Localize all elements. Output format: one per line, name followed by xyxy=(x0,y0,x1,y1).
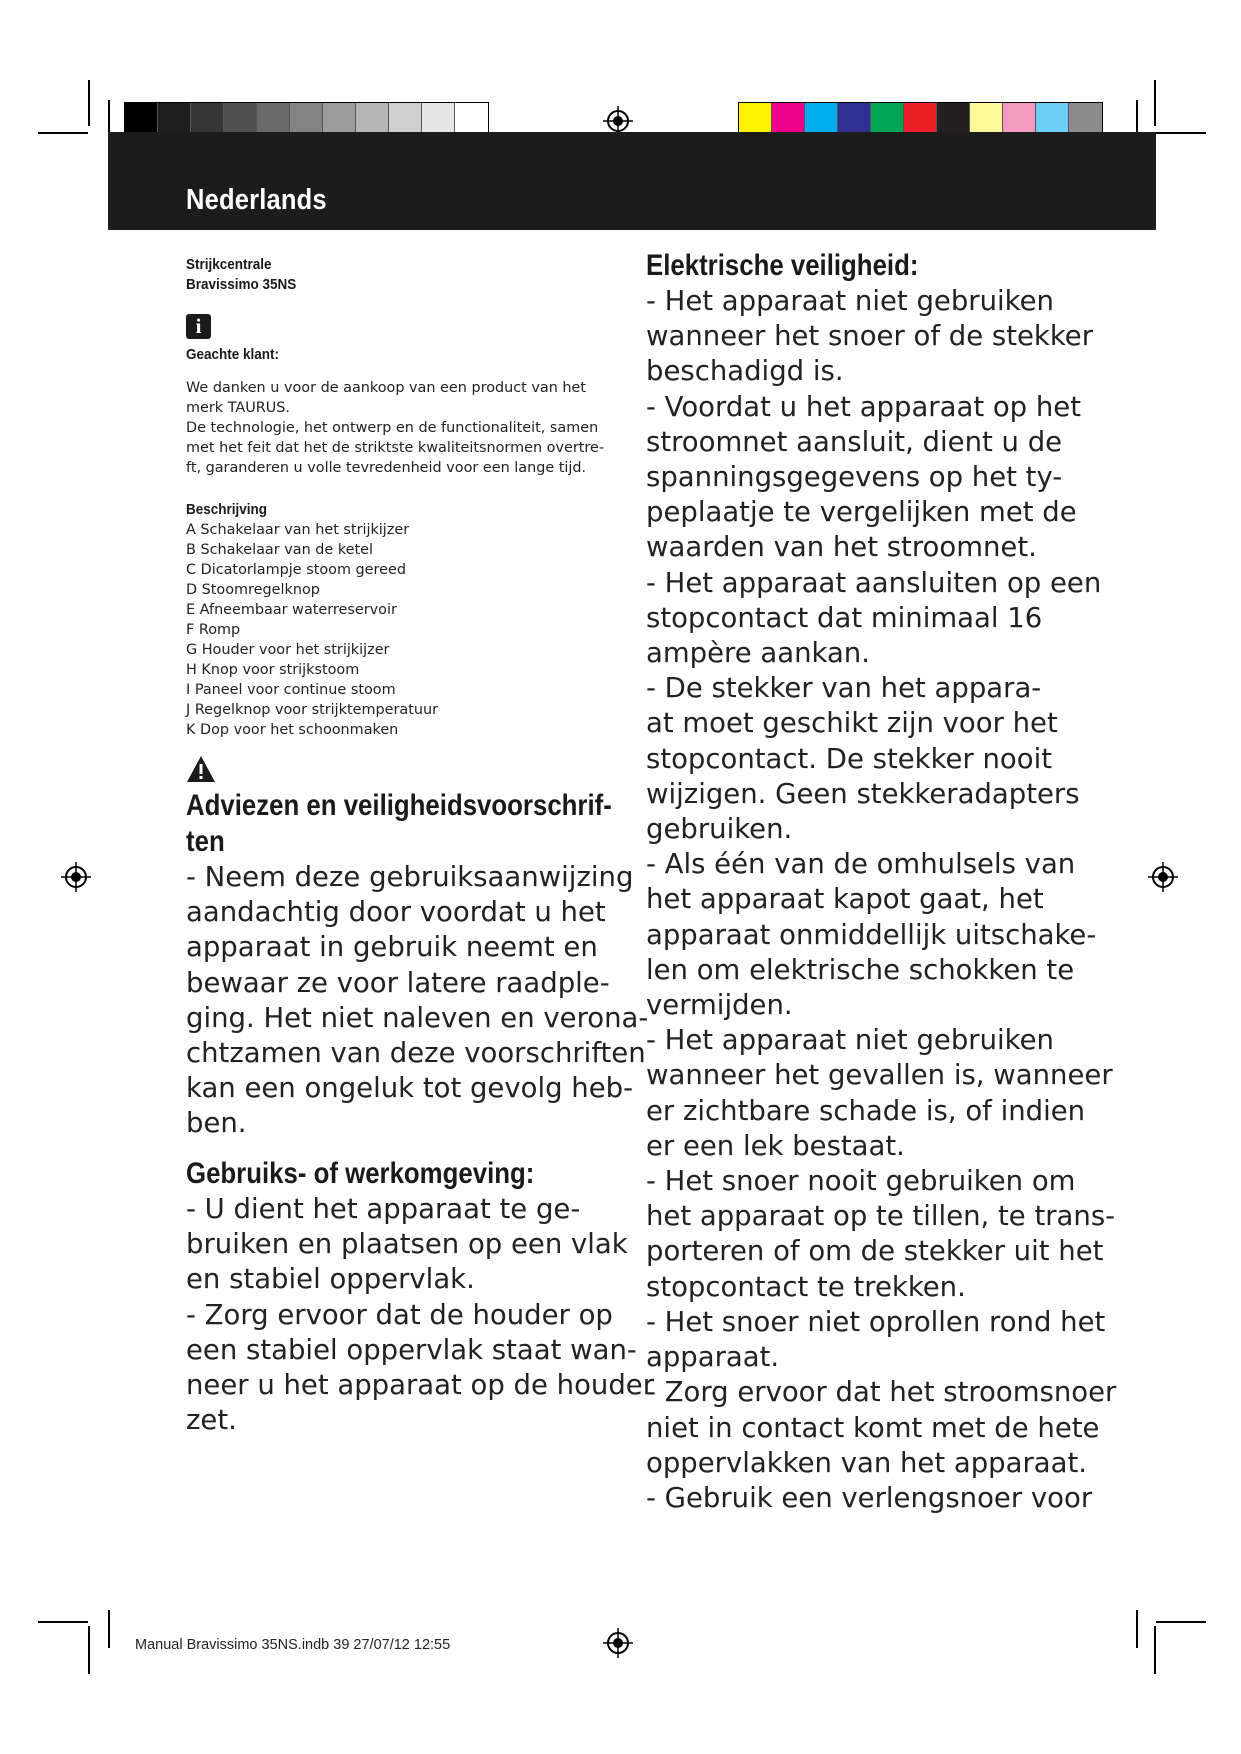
description-item: J Regelknop voor strijktemperatuur xyxy=(186,702,439,718)
description-item: A Schakelaar van het strijkijzer xyxy=(186,522,410,538)
intro-line: De technologie, het ontwerp en de functionaliteit, samen xyxy=(186,420,599,436)
description-block xyxy=(186,500,438,740)
text-line: apparaat. xyxy=(646,1341,780,1374)
safety-text xyxy=(186,860,681,1142)
description-item: B Schakelaar van de ketel xyxy=(186,542,373,558)
text-line: - Het snoer nooit gebruiken om xyxy=(646,1165,1076,1198)
text-line: at moet geschikt zijn voor het xyxy=(646,707,1058,740)
safety-section xyxy=(186,788,681,1142)
text-line: waarden van het stroomnet. xyxy=(646,531,1037,564)
text-line: aandachtig door voordat u het xyxy=(186,896,606,929)
text-line: kan een ongeluk tot gevolg heb- xyxy=(186,1072,634,1105)
description-title: Beschrijving xyxy=(186,501,268,518)
text-line: - Zorg ervoor dat het stroomsnoer xyxy=(646,1376,1117,1409)
text-line: stopcontact dat minimaal 16 xyxy=(646,601,1043,634)
description-item: G Houder voor het strijkijzer xyxy=(186,642,390,658)
text-line: gebruiken. xyxy=(646,813,793,846)
electrical-title: Elektrische veiligheid: xyxy=(646,249,919,282)
intro-line: met het feit dat het de striktste kwaliteitsnormen overtre- xyxy=(186,440,605,456)
text-line: - De stekker van het appara- xyxy=(646,672,1042,705)
text-line: het apparaat op te tillen, te trans- xyxy=(646,1200,1116,1233)
environment-text xyxy=(186,1192,654,1438)
crop-mark xyxy=(1154,80,1156,126)
text-line: apparaat onmiddellijk uitschake- xyxy=(646,918,1097,951)
text-line: wanneer het gevallen is, wanneer xyxy=(646,1059,1113,1092)
text-line: apparaat in gebruik neemt en xyxy=(186,931,598,964)
crop-mark xyxy=(1156,132,1206,134)
intro-line: ft, garanderen u volle tevredenheid voor een lange tijd. xyxy=(186,460,587,476)
text-line: stroomnet aansluit, dient u de xyxy=(646,425,1063,458)
description-item: K Dop voor het schoonmaken xyxy=(186,722,399,738)
text-line: een stabiel oppervlak staat wan- xyxy=(186,1333,637,1366)
text-line: chtzamen van deze voorschriften xyxy=(186,1037,646,1070)
description-item: I Paneel voor continue stoom xyxy=(186,682,396,698)
text-line: zet. xyxy=(186,1404,237,1437)
warning-icon xyxy=(186,755,216,783)
safety-title-line2: ten xyxy=(186,825,225,858)
description-item: F Romp xyxy=(186,622,241,638)
safety-title-line1: Adviezen en veiligheidsvoorschrif- xyxy=(186,789,612,822)
description-list xyxy=(186,520,438,740)
text-line: - Neem deze gebruiksaanwijzing xyxy=(186,861,634,893)
text-line: - U dient het apparaat te ge- xyxy=(186,1193,581,1225)
description-item: H Knop voor strijkstoom xyxy=(186,662,360,678)
text-line: - Het apparaat niet gebruiken xyxy=(646,1024,1054,1057)
intro-line: We danken u voor de aankoop van een product van het xyxy=(186,380,587,396)
text-line: wijzigen. Geen stekkeradapters xyxy=(646,777,1080,810)
text-line: - Gebruik een verlengsnoer voor xyxy=(646,1481,1093,1514)
info-icon: i xyxy=(186,314,211,339)
text-line: bewaar ze voor latere raadple- xyxy=(186,966,610,999)
text-line: vermijden. xyxy=(646,989,793,1022)
electrical-text xyxy=(646,284,1116,1516)
description-item: E Afneembaar waterreservoir xyxy=(186,602,397,618)
text-line: len om elektrische schokken te xyxy=(646,953,1075,986)
text-line: en stabiel oppervlak. xyxy=(186,1263,475,1296)
crop-mark xyxy=(88,80,90,126)
text-line: peplaatje te vergelijken met de xyxy=(646,496,1077,529)
product-name-line2: Bravissimo 35NS xyxy=(186,276,297,293)
text-line: het apparaat kapot gaat, het xyxy=(646,883,1044,916)
text-line: stopcontact. De stekker nooit xyxy=(646,742,1052,775)
description-item: D Stoomregelknop xyxy=(186,582,320,598)
left-column xyxy=(186,255,626,295)
crop-mark xyxy=(38,132,88,134)
environment-section xyxy=(186,1156,654,1438)
text-line: spanningsgegevens op het ty- xyxy=(646,461,1063,494)
text-line: er zichtbare schade is, of indien xyxy=(646,1094,1086,1127)
registration-mark-icon xyxy=(603,1628,633,1658)
text-line: niet in contact komt met de hete xyxy=(646,1411,1100,1444)
text-line: - Het snoer niet oprollen rond het xyxy=(646,1305,1106,1338)
description-item: C Dicatorlampje stoom gereed xyxy=(186,562,406,578)
crop-mark xyxy=(108,1610,110,1648)
text-line: - Zorg ervoor dat de houder op xyxy=(186,1298,613,1331)
crop-mark xyxy=(1136,1610,1138,1648)
text-line: - Als één van de omhulsels van xyxy=(646,848,1076,881)
text-line: bruiken en plaatsen op een vlak xyxy=(186,1228,628,1261)
text-line: - Het apparaat aansluiten op een xyxy=(646,566,1102,599)
text-line: porteren of om de stekker uit het xyxy=(646,1235,1104,1268)
header-band xyxy=(108,132,1156,230)
crop-mark xyxy=(1154,1626,1156,1674)
text-line: oppervlakken van het apparaat. xyxy=(646,1446,1088,1479)
text-line: ging. Het niet naleven en verona- xyxy=(186,1001,649,1034)
text-line: neer u het apparaat op de houder xyxy=(186,1369,655,1402)
registration-mark-icon xyxy=(61,862,91,892)
intro-line: merk TAURUS. xyxy=(186,400,290,416)
crop-mark xyxy=(38,1621,88,1623)
language-title: Nederlands xyxy=(186,184,327,216)
registration-mark-icon xyxy=(1148,862,1178,892)
text-line: beschadigd is. xyxy=(646,355,844,388)
crop-mark xyxy=(88,1626,90,1674)
electrical-section xyxy=(646,248,1116,1516)
text-line: er een lek bestaat. xyxy=(646,1129,905,1162)
print-footer: Manual Bravissimo 35NS.indb 39 27/07/12 12:55 xyxy=(135,1637,451,1653)
text-line: ampère aankan. xyxy=(646,637,870,670)
environment-title: Gebruiks- of werkomgeving: xyxy=(186,1157,535,1190)
text-line: wanneer het snoer of de stekker xyxy=(646,320,1093,353)
text-line: stopcontact te trekken. xyxy=(646,1270,966,1303)
greeting-block xyxy=(186,345,289,365)
product-name-line1: Strijkcentrale xyxy=(186,256,272,273)
greeting: Geachte klant: xyxy=(186,346,280,363)
crop-mark xyxy=(1156,1621,1206,1623)
text-line: - Het apparaat niet gebruiken xyxy=(646,285,1054,317)
text-line: ben. xyxy=(186,1107,247,1140)
intro-paragraph xyxy=(186,378,604,478)
text-line: - Voordat u het apparaat op het xyxy=(646,390,1081,423)
